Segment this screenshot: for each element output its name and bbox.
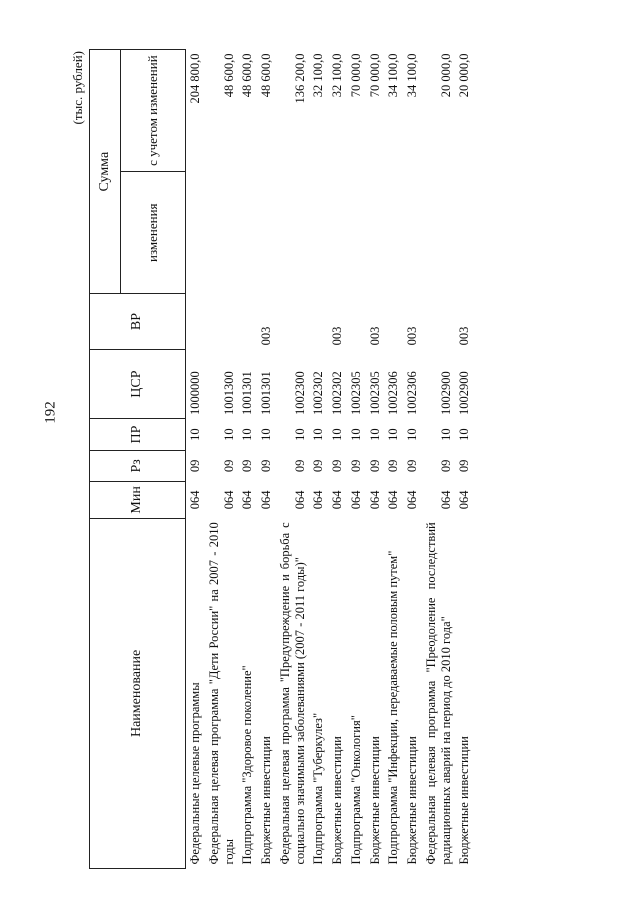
row-total: 20 000,0	[457, 53, 472, 98]
row-changes	[257, 172, 276, 294]
row-vr	[309, 294, 328, 350]
row-total: 204 800,0	[188, 53, 202, 104]
row-name: Бюджетные инвестиции	[457, 736, 472, 865]
row-csr: 1002302	[330, 371, 344, 415]
row-csr: 1001300	[221, 371, 236, 415]
row-vr	[205, 294, 239, 350]
row-csr: 1002305	[367, 371, 382, 415]
row-rz: 09	[386, 459, 401, 473]
row-pr: 10	[188, 428, 202, 441]
row-pr: 10	[386, 428, 401, 441]
row-rz: 09	[188, 459, 202, 473]
row-csr: 1001301	[240, 371, 255, 415]
row-min: 064	[259, 490, 273, 510]
row-total: 34 100,0	[405, 53, 419, 98]
row-min: 064	[457, 490, 472, 510]
row-changes	[384, 172, 403, 294]
row-pr: 10	[348, 428, 363, 441]
header-csr: ЦСР	[90, 349, 186, 419]
row-pr: 10	[438, 428, 453, 441]
row-rz: 09	[367, 459, 382, 473]
row-vr: 003	[330, 326, 344, 346]
row-total: 48 600,0	[221, 53, 236, 98]
row-min: 064	[330, 490, 344, 510]
row-min: 064	[240, 490, 255, 510]
header-vr: ВР	[90, 294, 186, 350]
row-min: 064	[188, 490, 202, 510]
row-min: 064	[438, 490, 453, 510]
row-name: Бюджетные инвестиции	[330, 736, 344, 865]
row-vr: 003	[259, 326, 273, 346]
header-sum: Сумма	[90, 50, 121, 294]
row-vr: 003	[457, 326, 472, 346]
row-min: 064	[367, 490, 382, 510]
row-min: 064	[348, 490, 363, 510]
row-vr	[276, 294, 310, 350]
row-rz: 09	[311, 459, 326, 473]
row-min: 064	[386, 490, 401, 510]
row-rz: 09	[348, 459, 363, 473]
row-min: 064	[311, 490, 326, 510]
row-changes	[403, 172, 422, 294]
row-csr: 1002900	[457, 371, 472, 415]
row-name: Подпрограмма "Здоровое поколение"	[240, 665, 255, 865]
row-changes	[366, 172, 385, 294]
row-name: Федеральные целевые программы	[188, 682, 202, 865]
row-rz: 09	[240, 459, 255, 473]
table-row	[455, 50, 474, 869]
table-row	[328, 50, 347, 869]
row-rz: 09	[330, 459, 344, 473]
table-row	[276, 50, 310, 869]
row-name: Федеральная целевая программа "Преодоление последствий радиационных аварий на период до 2010 года"	[423, 522, 453, 865]
row-csr: 1001301	[259, 371, 273, 415]
row-name: Подпрограмма "Онкология"	[348, 715, 363, 865]
header-min: Мин	[90, 482, 186, 519]
table-row	[257, 50, 276, 869]
row-total: 48 600,0	[259, 53, 273, 98]
row-pr: 10	[259, 428, 273, 441]
rotated-page-content	[68, 49, 593, 869]
row-changes	[238, 172, 257, 294]
row-changes	[205, 172, 239, 294]
row-csr: 1002302	[311, 371, 326, 415]
header-with-changes: с учетом изменений	[121, 50, 186, 172]
row-vr	[238, 294, 257, 350]
row-total: 136 200,0	[292, 53, 307, 104]
row-csr: 1000000	[188, 371, 202, 415]
row-changes	[455, 172, 474, 294]
header-changes: изменения	[121, 172, 186, 294]
row-changes	[309, 172, 328, 294]
row-total: 34 100,0	[386, 53, 401, 98]
row-rz: 09	[438, 459, 453, 473]
table-row	[186, 50, 205, 869]
row-changes	[347, 172, 366, 294]
row-rz: 09	[405, 459, 419, 473]
row-min: 064	[221, 490, 236, 510]
row-vr: 003	[367, 326, 382, 346]
row-vr	[347, 294, 366, 350]
row-total: 70 000,0	[348, 53, 363, 98]
row-rz: 09	[292, 459, 307, 473]
row-total: 48 600,0	[240, 53, 255, 98]
row-pr: 10	[240, 428, 255, 441]
row-csr: 1002305	[348, 371, 363, 415]
header-rz: Рз	[90, 450, 186, 481]
row-rz: 09	[259, 459, 273, 473]
row-vr	[384, 294, 403, 350]
table-row	[384, 50, 403, 869]
table-row	[238, 50, 257, 869]
row-pr: 10	[330, 428, 344, 441]
row-rz: 09	[221, 459, 236, 473]
row-total: 20 000,0	[438, 53, 453, 98]
row-vr	[186, 294, 205, 350]
row-pr: 10	[457, 428, 472, 441]
row-pr: 10	[311, 428, 326, 441]
units-note: (тыс. рублей)	[70, 51, 85, 125]
header-name: Наименование	[90, 518, 186, 868]
row-csr: 1002306	[405, 371, 419, 415]
row-min: 064	[292, 490, 307, 510]
row-csr: 1002306	[386, 371, 401, 415]
row-name: Подпрограмма "Туберкулез"	[311, 712, 326, 865]
row-vr	[422, 294, 456, 350]
table-row	[403, 50, 422, 869]
row-csr: 1002300	[292, 371, 307, 415]
row-name: Бюджетные инвестиции	[367, 736, 382, 865]
row-changes	[328, 172, 347, 294]
row-total: 32 100,0	[330, 53, 344, 98]
table-row	[205, 50, 239, 869]
row-changes	[422, 172, 456, 294]
header-pr: ПР	[90, 419, 186, 450]
table-body	[186, 50, 475, 869]
budget-table	[89, 49, 474, 869]
row-name: Федеральная целевая программа "Дети России" на 2007 - 2010 годы	[206, 522, 236, 865]
row-total: 70 000,0	[367, 53, 382, 98]
row-changes	[186, 172, 205, 294]
row-name: Федеральная целевая программа "Предупреждение и борьба с социально значимыми заболеваниями (2007 - 2011 годы)"	[277, 522, 307, 865]
row-name: Бюджетные инвестиции	[405, 736, 419, 865]
row-pr: 10	[405, 428, 419, 441]
row-name: Бюджетные инвестиции	[259, 736, 273, 865]
page-number: 192	[42, 401, 59, 424]
row-pr: 10	[292, 428, 307, 441]
row-changes	[276, 172, 310, 294]
row-total: 32 100,0	[311, 53, 326, 98]
row-rz: 09	[457, 459, 472, 473]
table-row	[309, 50, 328, 869]
table-row	[422, 50, 456, 869]
row-min: 064	[405, 490, 419, 510]
row-pr: 10	[367, 428, 382, 441]
row-pr: 10	[221, 428, 236, 441]
row-name: Подпрограмма "Инфекции, передаваемые половым путем"	[386, 550, 401, 865]
table-row	[347, 50, 366, 869]
table-row	[366, 50, 385, 869]
table-header-row	[90, 50, 121, 869]
row-csr: 1002900	[438, 371, 453, 415]
row-vr: 003	[405, 326, 419, 346]
